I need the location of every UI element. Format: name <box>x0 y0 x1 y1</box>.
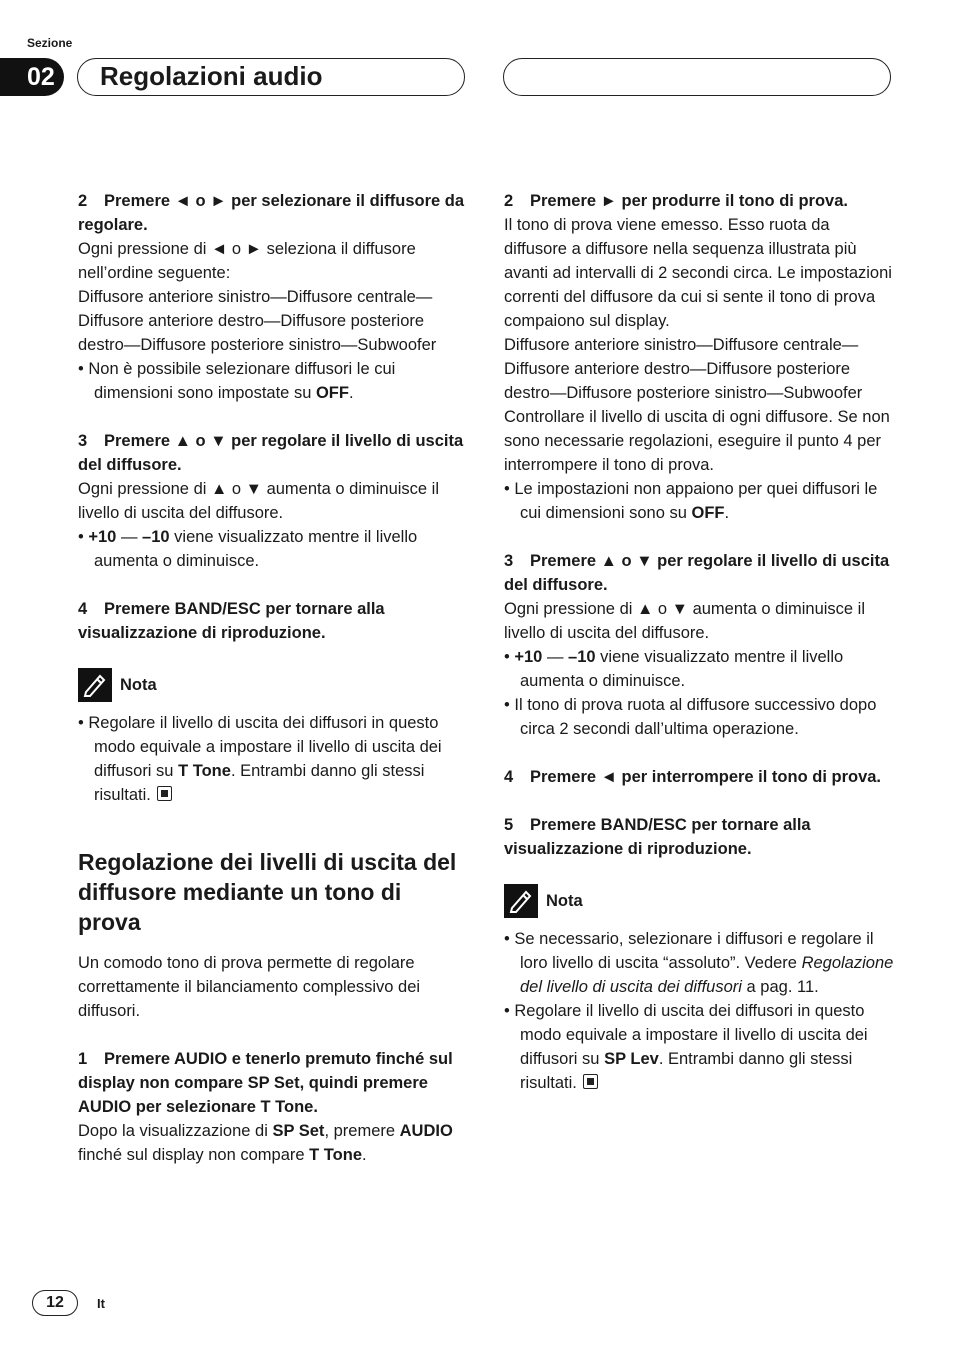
right-column <box>504 189 894 1095</box>
end-mark-icon <box>583 1074 598 1089</box>
step-heading: 3 Premere ▲ o ▼ per regolare il livello di uscita del diffusore. <box>504 552 890 594</box>
section-subheading: Regolazione dei livelli di uscita del diffusore mediante un tono di prova <box>78 849 457 935</box>
note-bullet: • Regolare il livello di uscita dei diffusori in questo modo equivale a impostare il livello di uscita dei diffusori su T Tone. Entrambi danno gli stessi risultati. <box>78 714 442 804</box>
step-heading: 4 Premere ◄ per interrompere il tono di prova. <box>504 768 882 786</box>
section-number-tab: 02 <box>0 58 64 96</box>
step-text: Ogni pressione di ◄ o ► seleziona il diffusore nell’ordine seguente: <box>78 240 416 282</box>
language-code: It <box>97 1296 105 1311</box>
chapter-title-box <box>77 58 465 96</box>
note-header: Nota <box>78 667 468 703</box>
pencil-note-icon <box>504 884 538 918</box>
step-heading: 4 Premere BAND/ESC per tornare alla visualizzazione di riproduzione. <box>78 600 385 642</box>
intro-text: Un comodo tono di prova permette di regolare correttamente il bilanciamento complessivo dei diffusori. <box>78 954 421 1020</box>
page-number: 12 <box>32 1290 78 1316</box>
bullet-item: • Il tono di prova ruota al diffusore successivo dopo circa 2 secondi dall’ultima operazione. <box>504 696 877 738</box>
step-heading: 3 Premere ▲ o ▼ per regolare il livello di uscita del diffusore. <box>78 432 464 474</box>
bullet-item: • +10 — –10 viene visualizzato mentre il livello aumenta o diminuisce. <box>504 648 844 690</box>
note-bullet: • Regolare il livello di uscita dei diffusori in questo modo equivale a impostare il livello di uscita dei diffusori su SP Lev. Entrambi danno gli stessi risultati. <box>504 1002 868 1092</box>
section-label: Sezione <box>27 36 73 50</box>
step-heading: 1 Premere AUDIO e tenerlo premuto finché sul display non compare SP Set, quindi premere AUDIO per selezionare T Tone. <box>78 1050 453 1116</box>
note-header: Nota <box>504 883 894 919</box>
step-heading: 5 Premere BAND/ESC per tornare alla visualizzazione di riproduzione. <box>504 816 811 858</box>
left-column <box>78 189 468 1167</box>
step-text: Controllare il livello di uscita di ogni diffusore. Se non sono necessarie regolazioni, eseguire il punto 4 per interrompere il tono di prova. <box>504 408 890 474</box>
bullet-item: • +10 — –10 viene visualizzato mentre il livello aumenta o diminuisce. <box>78 528 418 570</box>
bullet-item: • Non è possibile selezionare diffusori le cui dimensioni sono impostate su OFF. <box>78 360 396 402</box>
step-text: Dopo la visualizzazione di SP Set, premere AUDIO finché sul display non compare T Tone. <box>78 1122 453 1164</box>
chapter-title: Regolazioni audio <box>100 61 323 91</box>
step-text: Ogni pressione di ▲ o ▼ aumenta o diminuisce il livello di uscita del diffusore. <box>78 480 440 522</box>
note-bullet: • Se necessario, selezionare i diffusori e regolare il loro livello di uscita “assoluto”. Vedere Regolazione del livello di uscita dei diffusori a pag. 11. <box>504 930 894 996</box>
speaker-sequence: Diffusore anteriore sinistro—Diffusore centrale—Diffusore anteriore destro—Diffusore posteriore destro—Diffusore posteriore sinistro—Subwoofer <box>78 288 437 354</box>
step-text: Il tono di prova viene emesso. Esso ruota da diffusore a diffusore nella sequenza illustrata più avanti ad intervalli di 2 secondi circa. Le impostazioni correnti del diffusore da cui si sente il tono di prova compaiono sul display. <box>504 216 892 330</box>
speaker-sequence: Diffusore anteriore sinistro—Diffusore centrale—Diffusore anteriore destro—Diffusore posteriore destro—Diffusore posteriore sinistro—Subwoofer <box>504 336 863 402</box>
step-heading: 2 Premere ► per produrre il tono di prova. <box>504 192 848 210</box>
bullet-item: • Le impostazioni non appaiono per quei diffusori le cui dimensioni sono su OFF. <box>504 480 878 522</box>
pencil-note-icon <box>78 668 112 702</box>
empty-title-box <box>503 58 891 96</box>
end-mark-icon <box>157 786 172 801</box>
step-heading: 2 Premere ◄ o ► per selezionare il diffusore da regolare. <box>78 192 465 234</box>
step-text: Ogni pressione di ▲ o ▼ aumenta o diminuisce il livello di uscita del diffusore. <box>504 600 866 642</box>
